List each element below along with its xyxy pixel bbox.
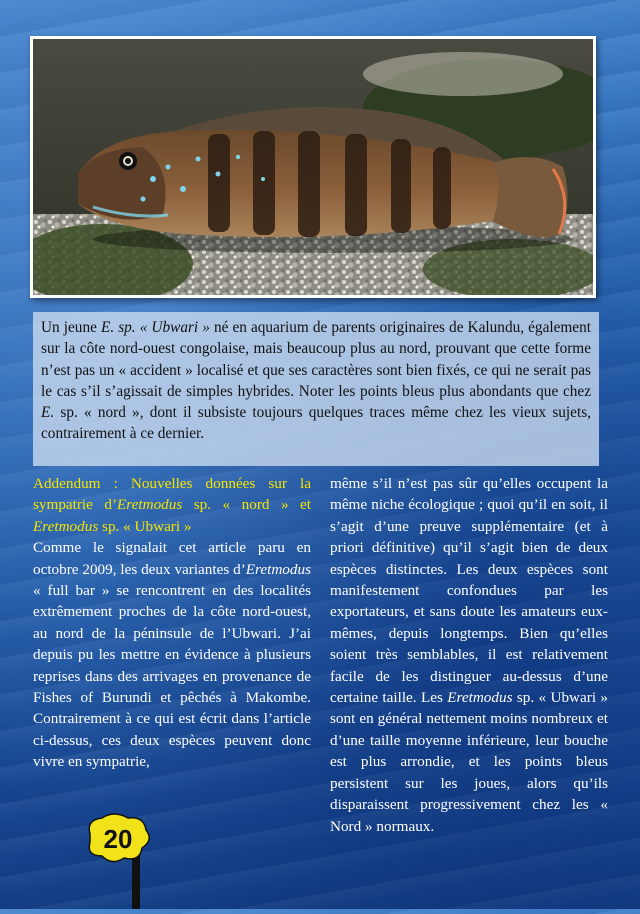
addendum-body-right: même s’il n’est pas sûr qu’elles occupent la même niche écologique ; quoi qu’il en soit, il s’agit d’une preuve supplémentaire (et à priori définitive) qu’il s’agit bien de deux espèces distinctes. Les deux espèces sont manifestement confondues par les exportateurs, et sans doute les amateurs eux-mêmes, depuis longtemps. Bien qu’elles soient très semblables, il est relativement facile de les distinguer au-dessus d’une certaine taille. Les Eretmodus sp. « Ubwari » sont en général nettement moins nombreux et d’une taille moyenne inférieure, leur bouche est plus arrondie, et les points bleus persistent sur les joues, alors qu’ils disparaissent progressivement chez les « Nord » normaux. <box>330 475 609 835</box>
photo-caption: Un jeune E. sp. « Ubwari » né en aquarium de parents originaires de Kalundu, également sur la côte nord-ouest congolaise, mais beaucoup plus au nord, prouvant que cette forme n’est pas un « accident » localisé et que ses caractères sont bien fixés, ce qui ne serait pas le cas s’il s’agissait de simples hybrides. Noter les points bleus plus abondants que chez E. sp. « nord », dont il subsiste toujours quelques traces même chez les vieux sujets, contrairement à ce dernier. <box>41 319 591 443</box>
photo-caption-box <box>33 312 599 466</box>
addendum-heading: Addendum : Nouvelles données sur la sympatrie d’Eretmodus sp. « nord » et Eretmodus sp. « Ubwari » <box>33 475 311 535</box>
addendum-left-column <box>33 473 311 773</box>
page-number: 20 <box>103 824 133 854</box>
page-number-splash-icon <box>84 812 154 909</box>
addendum-body-left: Comme le signalait cet article paru en octobre 2009, les deux variantes d’Eretmodus « full bar » se rencontrent en des localités extrêmement proches de la côte nord-ouest, au nord de la péninsule de l’Ubwari. J’ai depuis pu les mettre en évidence à plusieurs reprises dans des arrivages en provenance de Fishes of Burundi et pêchés à Makombe. Contrairement à ce qui est écrit dans l’article ci-dessus, ces deux espèces peuvent donc vivre en sympatrie, <box>33 539 311 771</box>
fish-photo <box>30 36 596 298</box>
cichlid-fish-photo <box>33 39 593 295</box>
addendum-right-column <box>330 473 608 837</box>
page-number-badge <box>84 812 154 909</box>
